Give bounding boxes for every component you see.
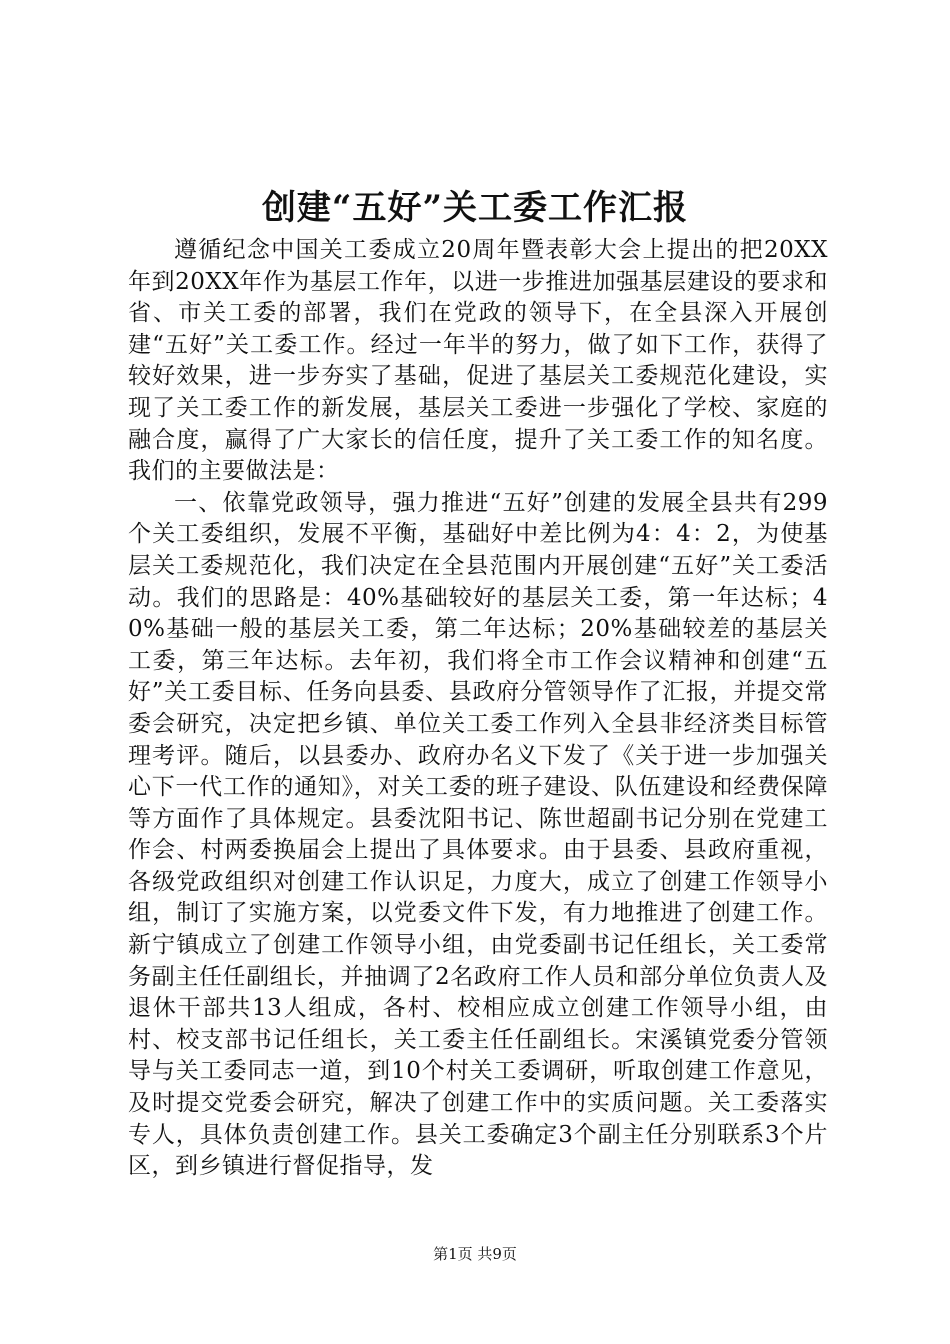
document-title: 创建“五好”关工委工作汇报: [261, 188, 689, 228]
page-number-footer: 第1页 共9页: [433, 1245, 517, 1263]
document-body: [128, 235, 828, 1183]
paragraph-intro: 遵循纪念中国关工委成立20周年暨表彰大会上提出的把20XX年到20XX年作为基层工作年，以进一步推进加强基层建设的要求和省、市关工委的部署，我们在党政的领导下，在全县深入开展创建“五好”关工委工作。经过一年半的努力，做了如下工作，获得了较好效果，进一步夯实了基础，促进了基层关工委规范化建设，实现了关工委工作的新发展，基层关工委进一步强化了学校、家庭的融合度，赢得了广大家长的信任度，提升了关工委工作的知名度。我们的主要做法是：: [128, 237, 828, 485]
paragraph-section-one: 一、依靠党政领导，强力推进“五好”创建的发展全县共有299个关工委组织，发展不平衡，基础好中差比例为4：4：2，为使基层关工委规范化，我们决定在全县范围内开展创建“五好”关工委活动。我们的思路是：40%基础较好的基层关工委，第一年达标；40%基础一般的基层关工委，第二年达标；20%基础较差的基层关工委，第三年达标。去年初，我们将全市工作会议精神和创建“五好”关工委目标、任务向县委、县政府分管领导作了汇报，并提交常委会研究，决定把乡镇、单位关工委工作列入全县非经济类目标管理考评。随后，以县委办、政府办名义下发了《关于进一步加强关心下一代工作的通知》，对关工委的班子建设、队伍建设和经费保障等方面作了具体规定。县委沈阳书记、陈世超副书记分别在党建工作会、村两委换届会上提出了具体要求。由于县委、县政府重视，各级党政组织对创建工作认识足，力度大，成立了创建工作领导小组，制订了实施方案，以党委文件下发，有力地推进了创建工作。新宁镇成立了创建工作领导小组，由党委副书记任组长，关工委常务副主任任副组长，并抽调了2名政府工作人员和部分单位负责人及退休干部共13人组成，各村、校相应成立创建工作领导小组，由村、校支部书记任组长，关工委主任任副组长。宋溪镇党委分管领导与关工委同志一道，到10个村关工委调研，听取创建工作意见，及时提交党委会研究，解决了创建工作中的实质问题。关工委落实专人，具体负责创建工作。县关工委确定3个副主任分别联系3个片区，到乡镇进行督促指导，发: [128, 489, 828, 1180]
